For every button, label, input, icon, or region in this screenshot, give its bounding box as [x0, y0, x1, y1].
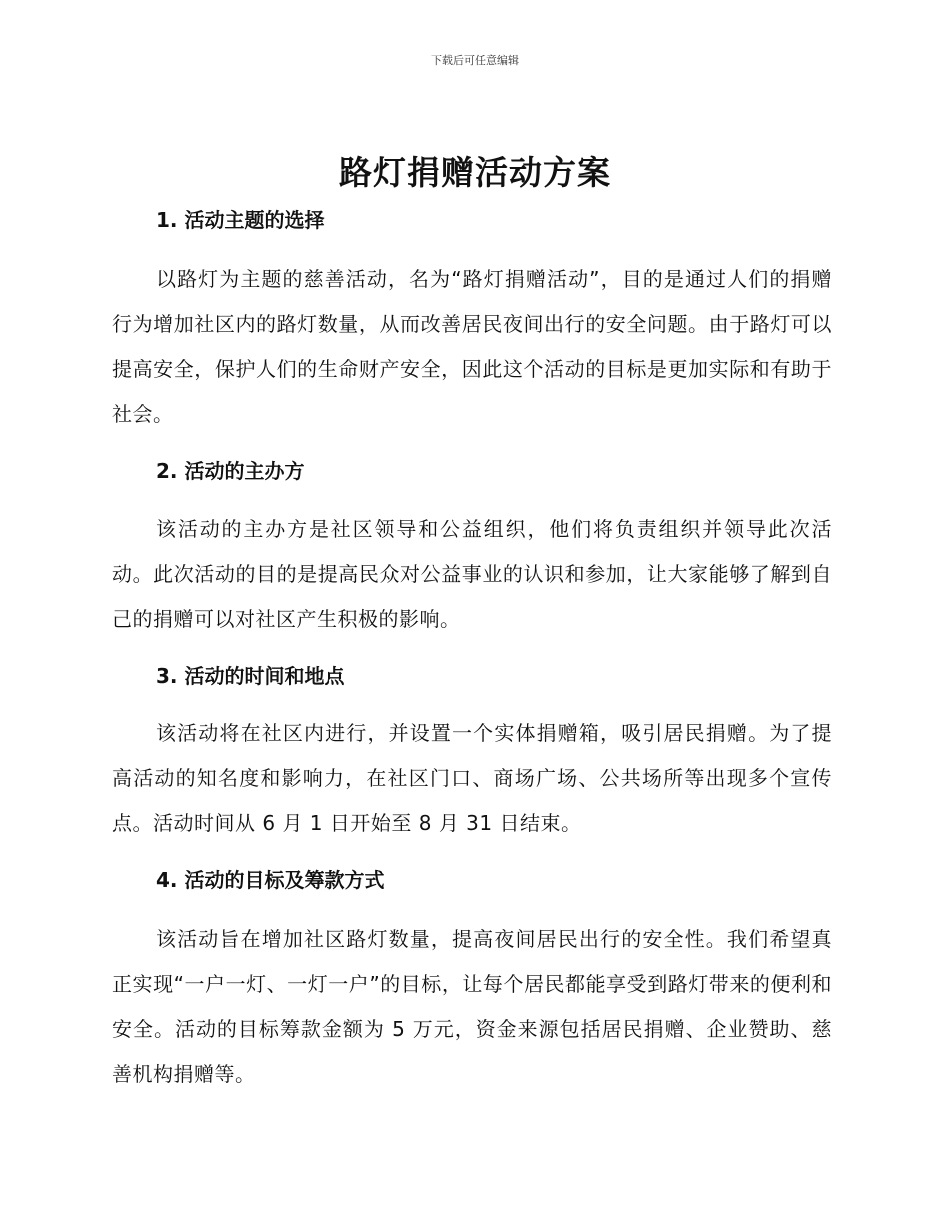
- document-title: 路灯捐赠活动方案: [339, 153, 611, 192]
- header-note: 下载后可任意编辑: [431, 54, 519, 67]
- section-body-2: 该活动的主办方是社区领导和公益组织，他们将负责组织并领导此次活动。此次活动的目的是提高民众对公益事业的认识和参加，让大家能够了解到自己的捐赠可以对社区产生积极的影响。: [112, 517, 832, 631]
- section-body-1: 以路灯为主题的慈善活动，名为“路灯捐赠活动”，目的是通过人们的捐赠行为增加社区内的路灯数量，从而改善居民夜间出行的安全问题。由于路灯可以提高安全，保护人们的生命财产安全，因此这个活动的目标是更加实际和有助于社会。: [112, 267, 832, 426]
- section-body-4: 该活动旨在增加社区路灯数量，提高夜间居民出行的安全性。我们希望真正实现“一户一灯、一灯一户”的目标，让每个居民都能享受到路灯带来的便利和安全。活动的目标筹款金额为 5 万元，资金来源包括居民捐赠、企业赞助、慈善机构捐赠等。: [112, 927, 832, 1086]
- section-heading-1: 1. 活动主题的选择: [156, 208, 325, 232]
- section-body-3: 该活动将在社区内进行，并设置一个实体捐赠箱，吸引居民捐赠。为了提高活动的知名度和影响力，在社区门口、商场广场、公共场所等出现多个宣传点。活动时间从 6 月 1 日开始至 8 月 31 日结束。: [112, 721, 832, 835]
- section-heading-3: 3. 活动的时间和地点: [156, 664, 345, 688]
- section-heading-4: 4. 活动的目标及筹款方式: [156, 868, 385, 892]
- section-heading-2: 2. 活动的主办方: [156, 459, 305, 483]
